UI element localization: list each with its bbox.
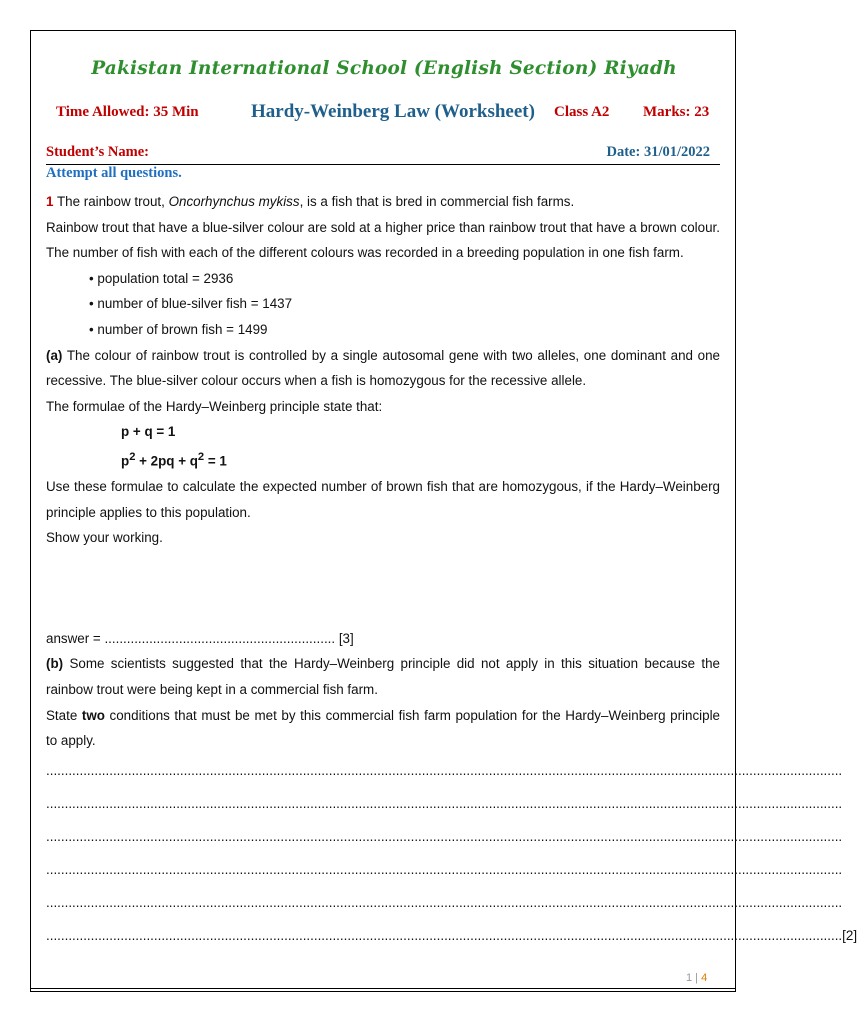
- student-name-label: Student’s Name:: [46, 144, 149, 160]
- answer-dotted-line[interactable]: ......................................................................................................................................................................................................................: [46, 828, 843, 844]
- q1-intro: 1 The rainbow trout, Oncorhynchus mykiss, is a fish that is bred in commercial fish farms.: [46, 194, 575, 209]
- part-b-marks: [2]: [842, 927, 857, 943]
- answer-dotted-line[interactable]: ...................................................................................................................................................................................................................... [2]: [46, 919, 720, 952]
- class-label: Class A2: [554, 104, 610, 120]
- question-1: [46, 189, 857, 952]
- answer-line[interactable]: answer = .............................................................. [3]: [46, 630, 354, 646]
- formula-2: $p^2 + 2pq + q^2 = 1$: [121, 450, 227, 469]
- worksheet-title: Hardy-Weinberg Law (Worksheet): [251, 101, 535, 122]
- formula-1: p + q = 1: [121, 424, 176, 440]
- formulae-intro: The formulae of the Hardy–Weinberg principle state that:: [46, 398, 383, 414]
- time-allowed: Time Allowed: 35 Min: [56, 104, 199, 120]
- answer-dotted-line[interactable]: ......................................................................................................................................................................................................................: [46, 861, 843, 877]
- student-info-row: [46, 144, 720, 165]
- question-number: 1: [46, 194, 54, 209]
- part-b-label: (b): [46, 656, 64, 672]
- part-a-marks: [3]: [335, 630, 354, 646]
- list-item: • population total = 2936: [89, 270, 234, 286]
- page-number: 1 | 4: [686, 972, 708, 984]
- answer-dotted-line[interactable]: ......................................................................................................................................................................................................................: [46, 894, 843, 910]
- working-space[interactable]: [46, 551, 720, 626]
- species-name: Oncorhynchus mykiss: [168, 194, 300, 209]
- data-list: [46, 266, 720, 343]
- school-title: Pakistan International School (English Section) Riyadh: [91, 58, 677, 79]
- date-label: Date: 31/01/2022: [606, 144, 710, 160]
- marks-label: Marks: 23: [643, 104, 710, 120]
- working-prompt: Show your working.: [46, 530, 163, 546]
- answer-dotted-line[interactable]: ......................................................................................................................................................................................................................: [46, 762, 843, 778]
- header-row: [56, 101, 716, 125]
- answer-dotted-line[interactable]: ......................................................................................................................................................................................................................: [46, 795, 843, 811]
- list-item: • number of brown fish = 1499: [89, 321, 268, 337]
- part-a-text: (a) The colour of rainbow trout is controlled by a single autosomal gene with two alleles, one dominant and one recessive. The blue-silver colour occurs when a fish is homozygous for the recessive allele.: [46, 347, 720, 389]
- instructions: Attempt all questions.: [46, 165, 182, 181]
- part-b-text: (b) Some scientists suggested that the Hardy–Weinberg principle did not apply in this situation because the rainbow trout were being kept in a commercial fish farm.: [46, 656, 720, 697]
- q1-context: Rainbow trout that have a blue-silver colour are sold at a higher price than rainbow trout that have a brown colour. The number of fish with each of the different colours was recorded in a breeding population in one fish farm.: [46, 219, 720, 261]
- part-a-label: (a): [46, 347, 63, 363]
- part-a-question: Use these formulae to calculate the expected number of brown fish that are homozygous, if the Hardy–Weinberg principle applies to this population.: [46, 479, 720, 520]
- list-item: • number of blue-silver fish = 1437: [89, 296, 293, 312]
- part-b-instruction: State two conditions that must be met by this commercial fish farm population for the Hardy–Weinberg principle to apply.: [46, 707, 720, 749]
